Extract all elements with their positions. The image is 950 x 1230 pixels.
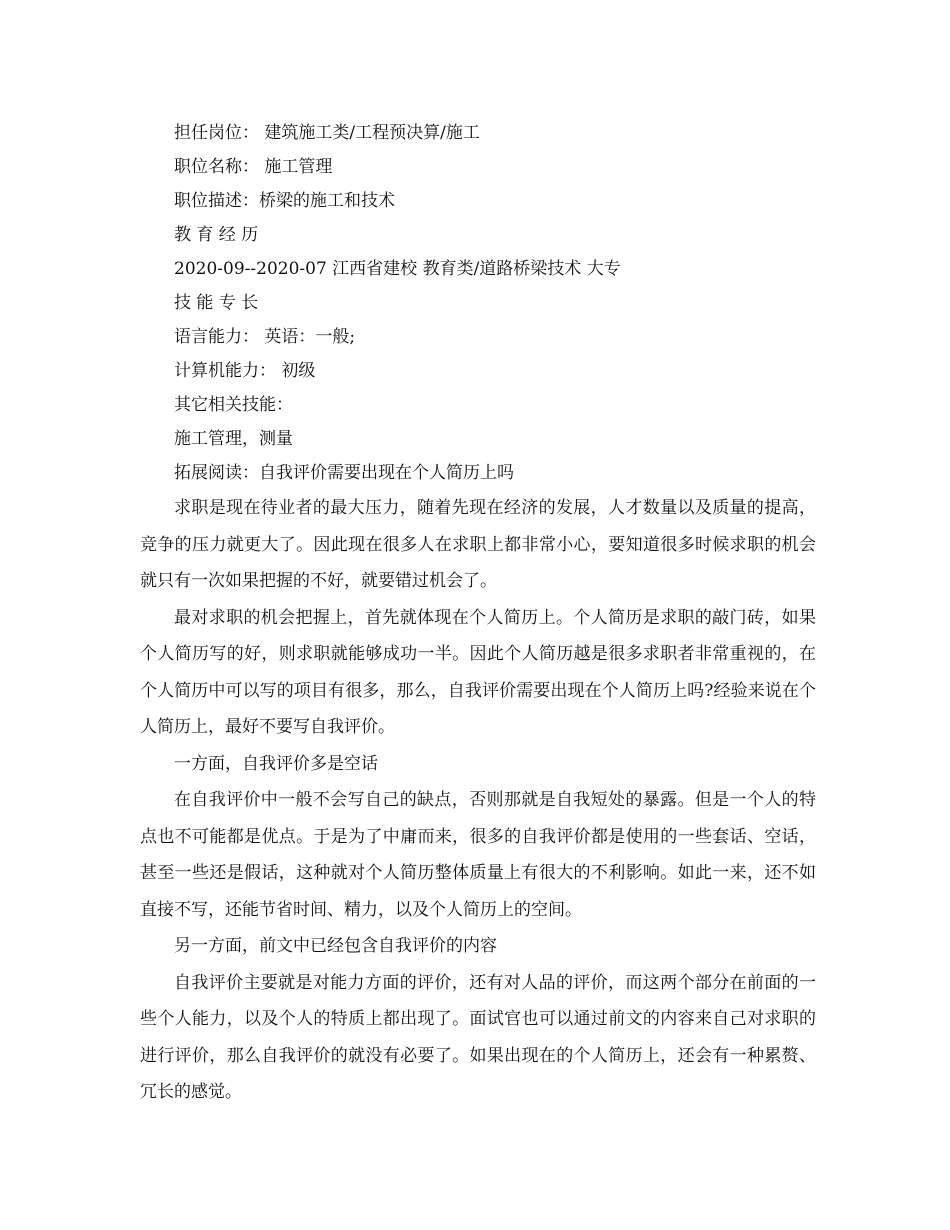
article-paragraph-2: 最对求职的机会把握上，首先就体现在个人简历上。个人简历是求职的敲门砖，如果个人简历写的好，则求职就能够成功一半。因此个人简历越是很多求职者非常重视的，在个人简历中可以写的项目有很多，那么，自我评价需要出现在个人简历上吗?经验来说在个人简历上，最好不要写自我评价。 [140, 607, 816, 737]
article-paragraph-3: 在自我评价中一般不会写自己的缺点，否则那就是自我短处的暴露。但是一个人的特点也不可能都是优点。于是为了中庸而来，很多的自我评价都是使用的一些套话、空话，甚至一些还是假话，这种就对个人简历整体质量上有很大的不利影响。如此一来，还不如直接不写，还能节省时间、精力，以及个人简历上的空间。 [140, 790, 816, 920]
education-entry: 2020-09--2020-07 江西省建校 教育类/道路桥梁技术 大专 [174, 259, 621, 279]
position-title: 职位名称： 施工管理 [174, 157, 333, 177]
skills-heading: 技 能 专 长 [174, 293, 259, 313]
document-body [140, 116, 816, 1111]
article-subheading-1: 一方面，自我评价多是空话 [174, 753, 378, 774]
position-description: 职位描述：桥梁的施工和技术 [174, 191, 395, 211]
article-paragraph-1: 求职是现在待业者的最大压力，随着先现在经济的发展，人才数量以及质量的提高，竞争的压力就更大了。因此现在很多人在求职上都非常小心，要知道很多时候求职的机会就只有一次如果把握的不好，就要错过机会了。 [140, 498, 816, 591]
other-skills-value: 施工管理，测量 [174, 429, 293, 449]
language-skill: 语言能力： 英语：一般; [174, 327, 356, 347]
education-heading: 教 育 经 历 [174, 225, 259, 245]
position-applied: 担任岗位： 建筑施工类/工程预决算/施工 [174, 123, 480, 143]
other-skills-label: 其它相关技能： [174, 395, 293, 415]
article-paragraph-4: 自我评价主要就是对能力方面的评价，还有对人品的评价，而这两个部分在前面的一些个人能力，以及个人的特质上都出现了。面试官也可以通过前文的内容来自己对求职的进行评价，那么自我评价的就没有必要了。如果出现在的个人简历上，还会有一种累赘、冗长的感觉。 [140, 972, 816, 1102]
article-subheading-2: 另一方面，前文中已经包含自我评价的内容 [174, 936, 497, 956]
further-reading-title: 拓展阅读：自我评价需要出现在个人简历上吗 [174, 463, 514, 483]
computer-skill: 计算机能力： 初级 [174, 361, 316, 381]
